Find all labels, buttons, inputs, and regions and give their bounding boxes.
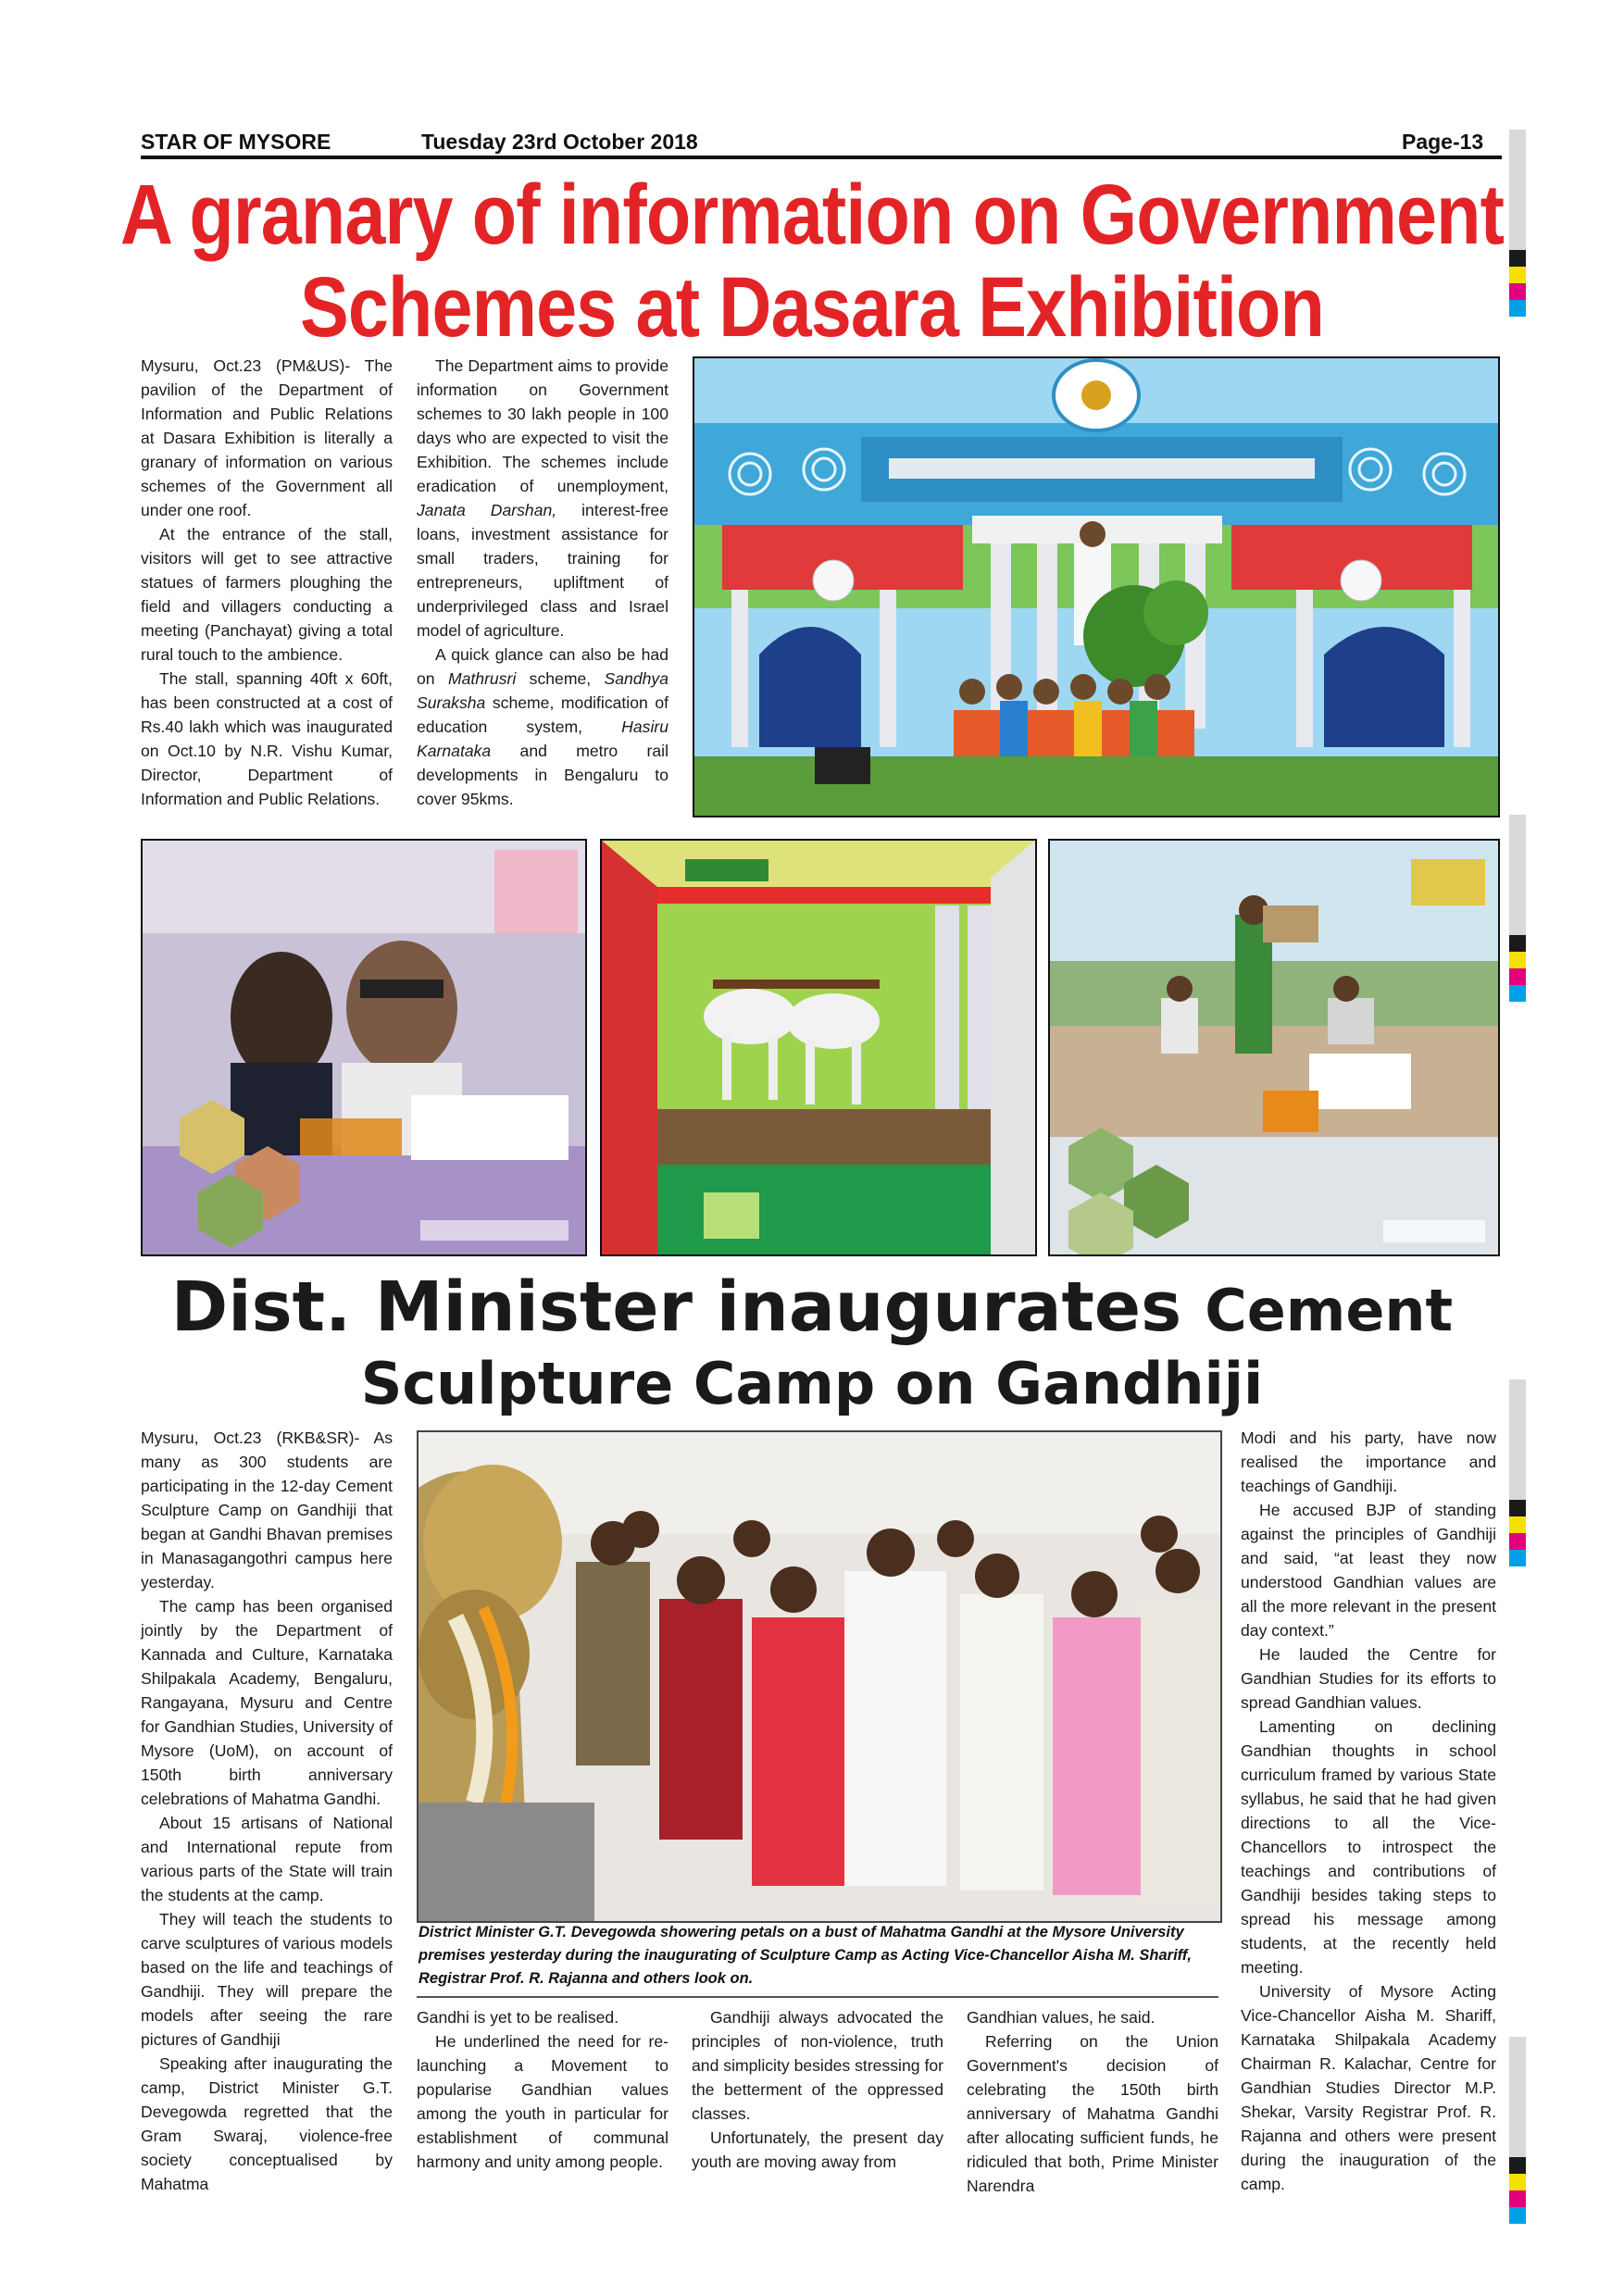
exhibit-photo-leaders (141, 839, 587, 1256)
paragraph: Gandhi is yet to be realised. (417, 2008, 619, 2027)
color-register-top (1509, 130, 1526, 317)
paragraph: Mysuru, Oct.23 (PM&US)- The pavilion of the Department of Information and Public Relations at Dasara Exhibition is literally a granary of information on various schemes of the Government all under one roof. (141, 356, 393, 519)
paragraph: The stall, spanning 40ft x 60ft, has been constructed at a cost of Rs.40 lakh which was inaugurated on Oct.10 by N.R. Vishu Kumar, Director, Department of Information and Public Relations. (141, 669, 393, 808)
paragraph: About 15 artisans of National and International repute from various parts of the State will train the students at the camp. (141, 1814, 393, 1904)
paragraph: The camp has been organised jointly by the Department of Kannada and Culture, Karnataka Shilpakala Academy, Bengaluru, Rangayana, Mysuru and Centre for Gandhian Studies, University of Mysore (UoM), on account of 150th birth anniversary celebrations of Mahatma Gandhi. (141, 1597, 393, 1808)
paragraph: At the entrance of the stall, visitors will get to see attractive statues of farmers ploughing the field and villagers conducting a meeting (Panchayat) giving a total rural touch to the ambience. (141, 525, 393, 664)
color-register-bottom (1509, 2037, 1526, 2224)
story1-column-2 (417, 354, 668, 811)
paragraph: Modi and his party, have now realised the importance and teachings of Gandhiji. (1241, 1429, 1496, 1495)
story2-column-2 (417, 2005, 668, 2174)
exhibit-photo-bullocks (600, 839, 1037, 1256)
paragraph: Referring on the Union Government's decision of celebrating the 150th birth anniversary of Mahatma Gandhi after allocating sufficient funds, he ridiculed that both, Prime Minister Narendra (967, 2032, 1218, 2195)
paragraph: The Department aims to provide information on Government schemes to 30 lakh people in 100 days who are expected to visit the Exhibition. The schemes include eradication of unemployment, Janata Darshan, interest-free loans, investment assistance for small traders, training for entrepreneurs, upliftment of underprivileged class and Israel model of agriculture. (417, 356, 668, 640)
story2-headline-line2: Sculpture Camp on Gandhiji (360, 1350, 1264, 1417)
paragraph: Unfortunately, the present day youth are moving away from (692, 2128, 943, 2171)
publication-name: STAR OF MYSORE (141, 130, 331, 154)
caption-rule (417, 1996, 1218, 1998)
paragraph: Lamenting on declining Gandhian thoughts in school curriculum framed by various State syllabus, he said that he had given directions to all the Vice-Chancellors to introspect the teachings and contributions of Gandhiji besides taking steps to spread his message among students, at the recently held meeting. (1241, 1717, 1496, 1977)
story2-column-1 (141, 1426, 393, 2196)
exhibit-photo-farmers (1048, 839, 1500, 1256)
header-rule (141, 156, 1502, 159)
story1-column-1 (141, 354, 393, 811)
paragraph: He underlined the need for re-launching a Movement to popularise Gandhian values among the youth in particular for establishment of communal harmony and unity among people. (417, 2032, 668, 2171)
story1-headline-line1: A granary of information on Government (119, 168, 1505, 262)
paragraph: Speaking after inaugurating the camp, District Minister G.T. Devegowda regretted that the Gram Swaraj, violence-free society conceptualised by Mahatma (141, 2054, 393, 2193)
issue-date: Tuesday 23rd October 2018 (421, 130, 698, 154)
paragraph: He accused BJP of standing against the principles of Gandhiji and said, “at least they now understood Gandhian values are all the more relevant in the present day context.” (1241, 1501, 1496, 1640)
color-register-middle (1509, 815, 1526, 1002)
paragraph: A quick glance can also be had on Mathrusri scheme, Sandhya Suraksha scheme, modification of education system, Hasiru Karnataka and metro rail developments in Bengaluru to cover 95kms. (417, 645, 668, 808)
sculpture-camp-photo (417, 1430, 1222, 1923)
story2-column-5 (1241, 1426, 1496, 2196)
paragraph: Gandhian values, he said. (967, 2008, 1156, 2027)
story2-column-3 (692, 2005, 943, 2174)
story1-headline-line2: Schemes at Dasara Exhibition (299, 260, 1325, 355)
page-number: Page-13 (1402, 130, 1484, 154)
story2-headline-line1: Dist. Minister inaugurates Cement (170, 1267, 1454, 1347)
story2-column-4 (967, 2005, 1218, 2198)
paragraph: He lauded the Centre for Gandhian Studies for its efforts to spread Gandhian values. (1241, 1645, 1496, 1712)
paragraph: University of Mysore Acting Vice-Chancellor Aisha M. Shariff, Karnataka Shilpakala Academy Chairman R. Kalachar, Centre for Gandhian Studies Director M.P. Shekar, Varsity Registrar Prof. R. Rajanna and others were present during the inauguration of the camp. (1241, 1982, 1496, 2193)
paragraph: They will teach the students to carve sculptures of various models based on the life and teachings of Gandhiji. They will prepare the models after seeing the rare pictures of Gandhiji (141, 1910, 393, 2049)
paragraph: Gandhiji always advocated the principles of non-violence, truth and simplicity besides stressing for the betterment of the oppressed classes. (692, 2008, 943, 2123)
pavilion-photo (693, 356, 1500, 817)
photo-caption: District Minister G.T. Devegowda showering petals on a bust of Mahatma Gandhi at the Mysore University premises yesterday during the inaugurating of Sculpture Camp as Acting Vice-Chancellor Aisha M. Shariff, Registrar Prof. R. Rajanna and others look on. (418, 1924, 1192, 1987)
paragraph: Mysuru, Oct.23 (RKB&SR)- As many as 300 students are participating in the 12-day Cement Sculpture Camp on Gandhiji that began at Gandhi Bhavan premises in Manasagangothri campus here yesterday. (141, 1429, 393, 1591)
